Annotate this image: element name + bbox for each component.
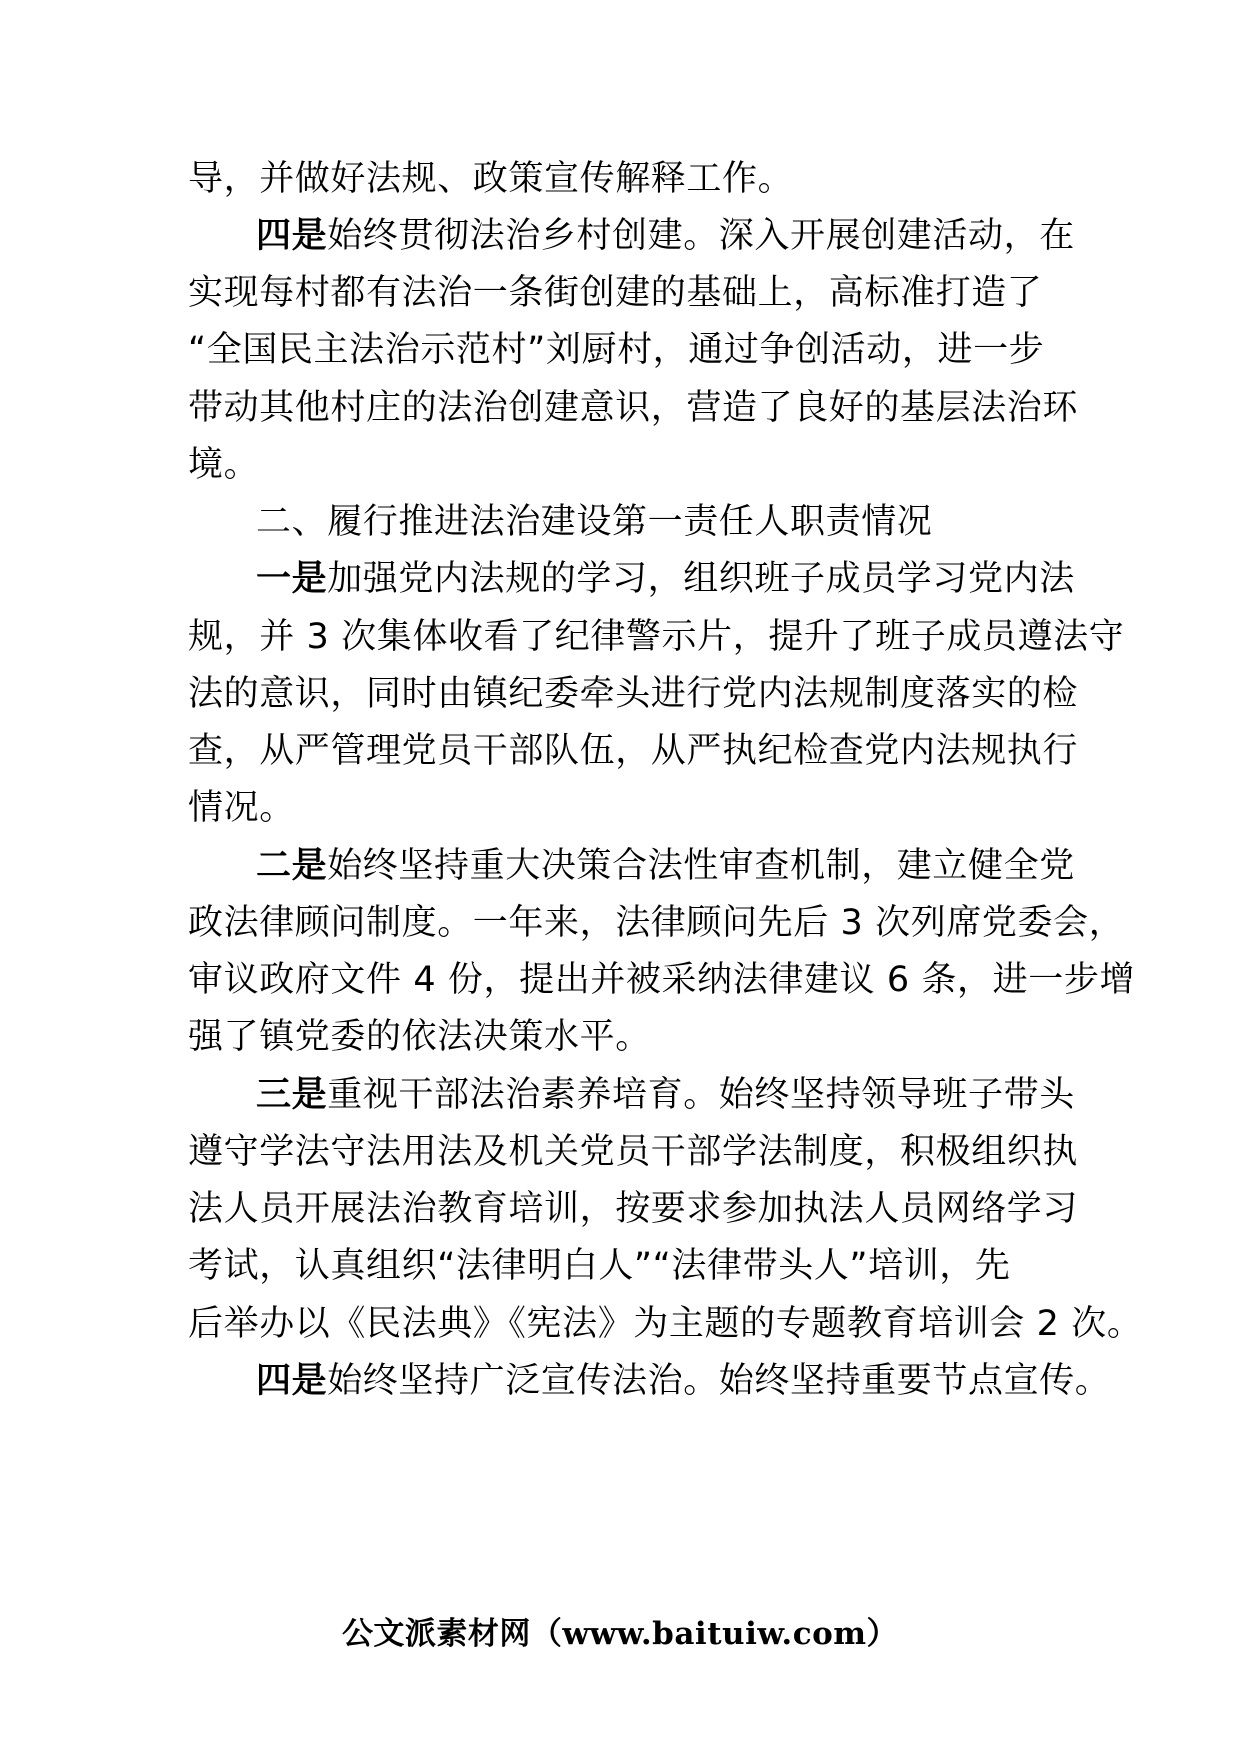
paragraph-line: 考试，认真组织“法律明白人”“法律带头人”培训，先 [188,1246,1011,1286]
paragraph-line: 后举办以《民法典》《宪法》为主题的专题教育培训会 2 次。 [188,1304,1143,1344]
paragraph-line: 实现每村都有法治一条街创建的基础上，高标准打造了 [188,273,1043,313]
paragraph-line: 审议政府文件 4 份，提出并被采纳法律建议 6 条，进一步增 [188,960,1136,1000]
paragraph-lead: 二是 [256,846,328,886]
site-watermark-footer: 公文派素材网（www.baituiw.com） [341,1616,899,1652]
paragraph-line: 境。 [188,445,260,485]
paragraph-line: 规，并 3 次集体收看了纪律警示片，提升了班子成员遵法守 [188,617,1125,657]
paragraph-line: 政法律顾问制度。一年来，法律顾问先后 3 次列席党委会， [188,903,1125,943]
paragraph-line: 法的意识，同时由镇纪委牵头进行党内法规制度落实的检 [188,674,1079,714]
paragraph-line: 一是加强党内法规的学习，组织班子成员学习党内法 [256,559,1075,599]
paragraph-lead: 三是 [256,1075,328,1115]
paragraph-lead: 四是 [256,1361,328,1401]
paragraph-line: 四是始终贯彻法治乡村创建。深入开展创建活动，在 [256,216,1075,256]
paragraph-lead: 四是 [256,216,328,256]
paragraph-line: 四是始终坚持广泛宣传法治。始终坚持重要节点宣传。 [256,1361,1111,1401]
paragraph-line: 强了镇党委的依法决策水平。 [188,1017,651,1057]
paragraph-line: 查，从严管理党员干部队伍，从严执纪检查党内法规执行 [188,731,1079,771]
paragraph-line: 导，并做好法规、政策宣传解释工作。 [188,159,794,199]
paragraph-line: 三是重视干部法治素养培育。始终坚持领导班子带头 [256,1075,1075,1115]
paragraph-line: 情况。 [188,788,295,828]
paragraph-line: “全国民主法治示范村”刘厨村，通过争创活动，进一步 [188,330,1045,370]
paragraph-line: 遵守学法守法用法及机关党员干部学法制度，积极组织执 [188,1132,1079,1172]
paragraph-line: 法人员开展法治教育培训，按要求参加执法人员网络学习 [188,1189,1079,1229]
paragraph-line: 二是始终坚持重大决策合法性审查机制，建立健全党 [256,846,1075,886]
paragraph-lead: 一是 [256,559,328,599]
paragraph-line: 带动其他村庄的法治创建意识，营造了良好的基层法治环 [188,388,1079,428]
section-heading: 二、履行推进法治建设第一责任人职责情况 [256,502,933,542]
